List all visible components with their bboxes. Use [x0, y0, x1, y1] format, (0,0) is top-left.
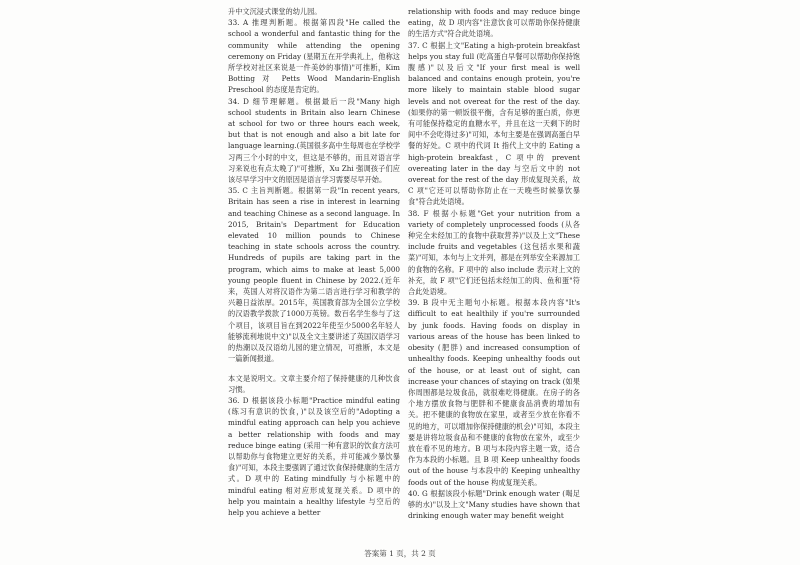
passage-summary: 本文是说明文。文章主要介绍了保持健康的几种饮食习惯。: [228, 373, 400, 394]
paragraph: 升中文沉浸式课堂的幼儿园。: [228, 7, 322, 16]
paragraph: relationship with foods and may reduce binge eating，故 D 项内容"注意饮食可以帮助你保持健康的生活方式"符合此处语境。: [408, 7, 580, 39]
answer-34: 34. D 细节理解题。根据最后一段"Many high school students in Britain also learn Chinese at school for two or three hours each week, but that is not enough and also a bit late for language learning.(英国很多高中生每周也在学校学习两三个小时的中文，但这是不够的，而且对语言学习来说也有点太晚了)"可推断，Xu Zhi 强调孩子们应该尽早学习中文的原因是语言学习需要尽早开始。: [228, 96, 400, 185]
answer-40: 40. G 根据该段小标题"Drink enough water (喝足够的水)"以及上文"Many studies have shown that drinking enough water may benefit weight: [408, 488, 580, 521]
answer-36: 36. D 根据该段小标题"Practice mindful eating (练习有意识的饮食，)"以及该空后的"Adopting a mindful eating approach can help you achieve a better relationship with foods and may reduce binge eating (采用一种有意识的饮食方法可以帮助你与食物建立更好的关系，并可能减少暴饮暴食)"可知，本段主要强调了通过饮食保持健康的生活方式。D 项中的 Eating mindfully 与小标题中的 mindful eating 相对应形成复现关系。D 项中的 help you maintain a healthy lifestyle 与空后的 help you achieve a better: [228, 395, 400, 517]
spacer: [228, 365, 400, 373]
page-footer: 答案第 1 页，共 2 页: [364, 549, 436, 558]
answer-38: 38. F 根据小标题"Get your nutrition from a variety of completely unprocessed foods (从各种完全未经加工的食物中获取营养)"以及上文"These include fruits and vegetables (这包括水果和蔬菜)"可知，本句与上文并列，都是在列举安全来源加工的食物的名称。F 项中的 also include 表示对上文的补充，故 F 项"它们还包括未经加工的肉、鱼和蛋"符合此处语境。: [408, 208, 580, 297]
answer-33: 33. A 推理判断题。根据第四段"He called the school a wonderful and fantastic thing for the community while attending the opening ceremony on Friday (星期五在开学典礼上，他称这所学校对社区来说是一件美妙的事情)"可推断，Kim Botting 对 Petts Wood Mandarin-English Preschool 的态度是肯定的。: [228, 18, 400, 95]
answer-39: 39. B 段中无主题句小标题。根据本段内容"It's difficult to eat healthily if you're surrounded by junk foods. Having foods on display in various areas of the house has been linked to obesity (肥胖) and increased consumption of unhealthy foods. Keeping unhealthy foods out of the house, or at least out of sight, can increase your chances of staying on track (如果你周围都是垃圾食品，就很难吃得健康。在房子的各个地方摆放食物与肥胖和不健康食品消费的增加有关。把不健康的食物放在家里，或者至少放在你看不见的地方，可以增加你保持健康的机会)"可知，本段主要是讲将垃圾食品和不健康的食物放在家外，或至少放在看不见的地方。B 项与本段内容主题一致，适合作为本段的小标题。且 B 项 Keep unhealthy foods out of the house 与本段中的 Keeping unhealthy foods out of the house 构成复现关系。: [408, 298, 580, 487]
answer-35: 35. C 主旨判断题。根据第一段"In recent years, Britain has seen a rise in interest in learning and teaching Chinese as a second language. In 2015, Britain's Department for Education elevated 10 million pounds to Chinese teaching in state schools across the country. Hundreds of pupils are taking part in the program, which aims to make at least 5,000 young people fluent in Chinese by 2022.(近年来，英国人对将汉语作为第二语言进行学习和教学的兴趣日益浓厚。2015年，英国教育部为全国公立学校的汉语教学拨款了1000万英镑。数百名学生参与了这个项目，该项目旨在到2022年使至少5000名年轻人能够流利地说中文)"以及全文主要讲述了英国汉语学习的热潮以及汉语幼儿园的建立情况，可推断，本文是一篇新闻报道。: [228, 186, 400, 364]
left-column: [228, 6, 400, 546]
right-column: [408, 6, 580, 546]
answer-37: 37. C 根据上文"Eating a high-protein breakfast helps you stay full (吃高蛋白早餐可以帮助你保持饱腹感)"以及后文"If your first meal is well balanced and contains enough protein, you're more likely to maintain stable blood sugar levels and not overeat for the rest of the day.(如果你的第一顿饭很平衡，含有足够的蛋白质，你更有可能保持稳定的血糖水平，并且在这一天剩下的时间中不会吃得过多)"可知，本句主要是在强调高蛋白早餐的好处。C 项中的代词 It 指代上文中的 Eating a high-protein breakfast，C 项中的 prevent overeating later in the day 与空后文中的 not overeat for the rest of the day 形成复现关系，故 C 项"它还可以帮助你防止在一天晚些时候暴饮暴食"符合此处语境。: [408, 40, 580, 207]
